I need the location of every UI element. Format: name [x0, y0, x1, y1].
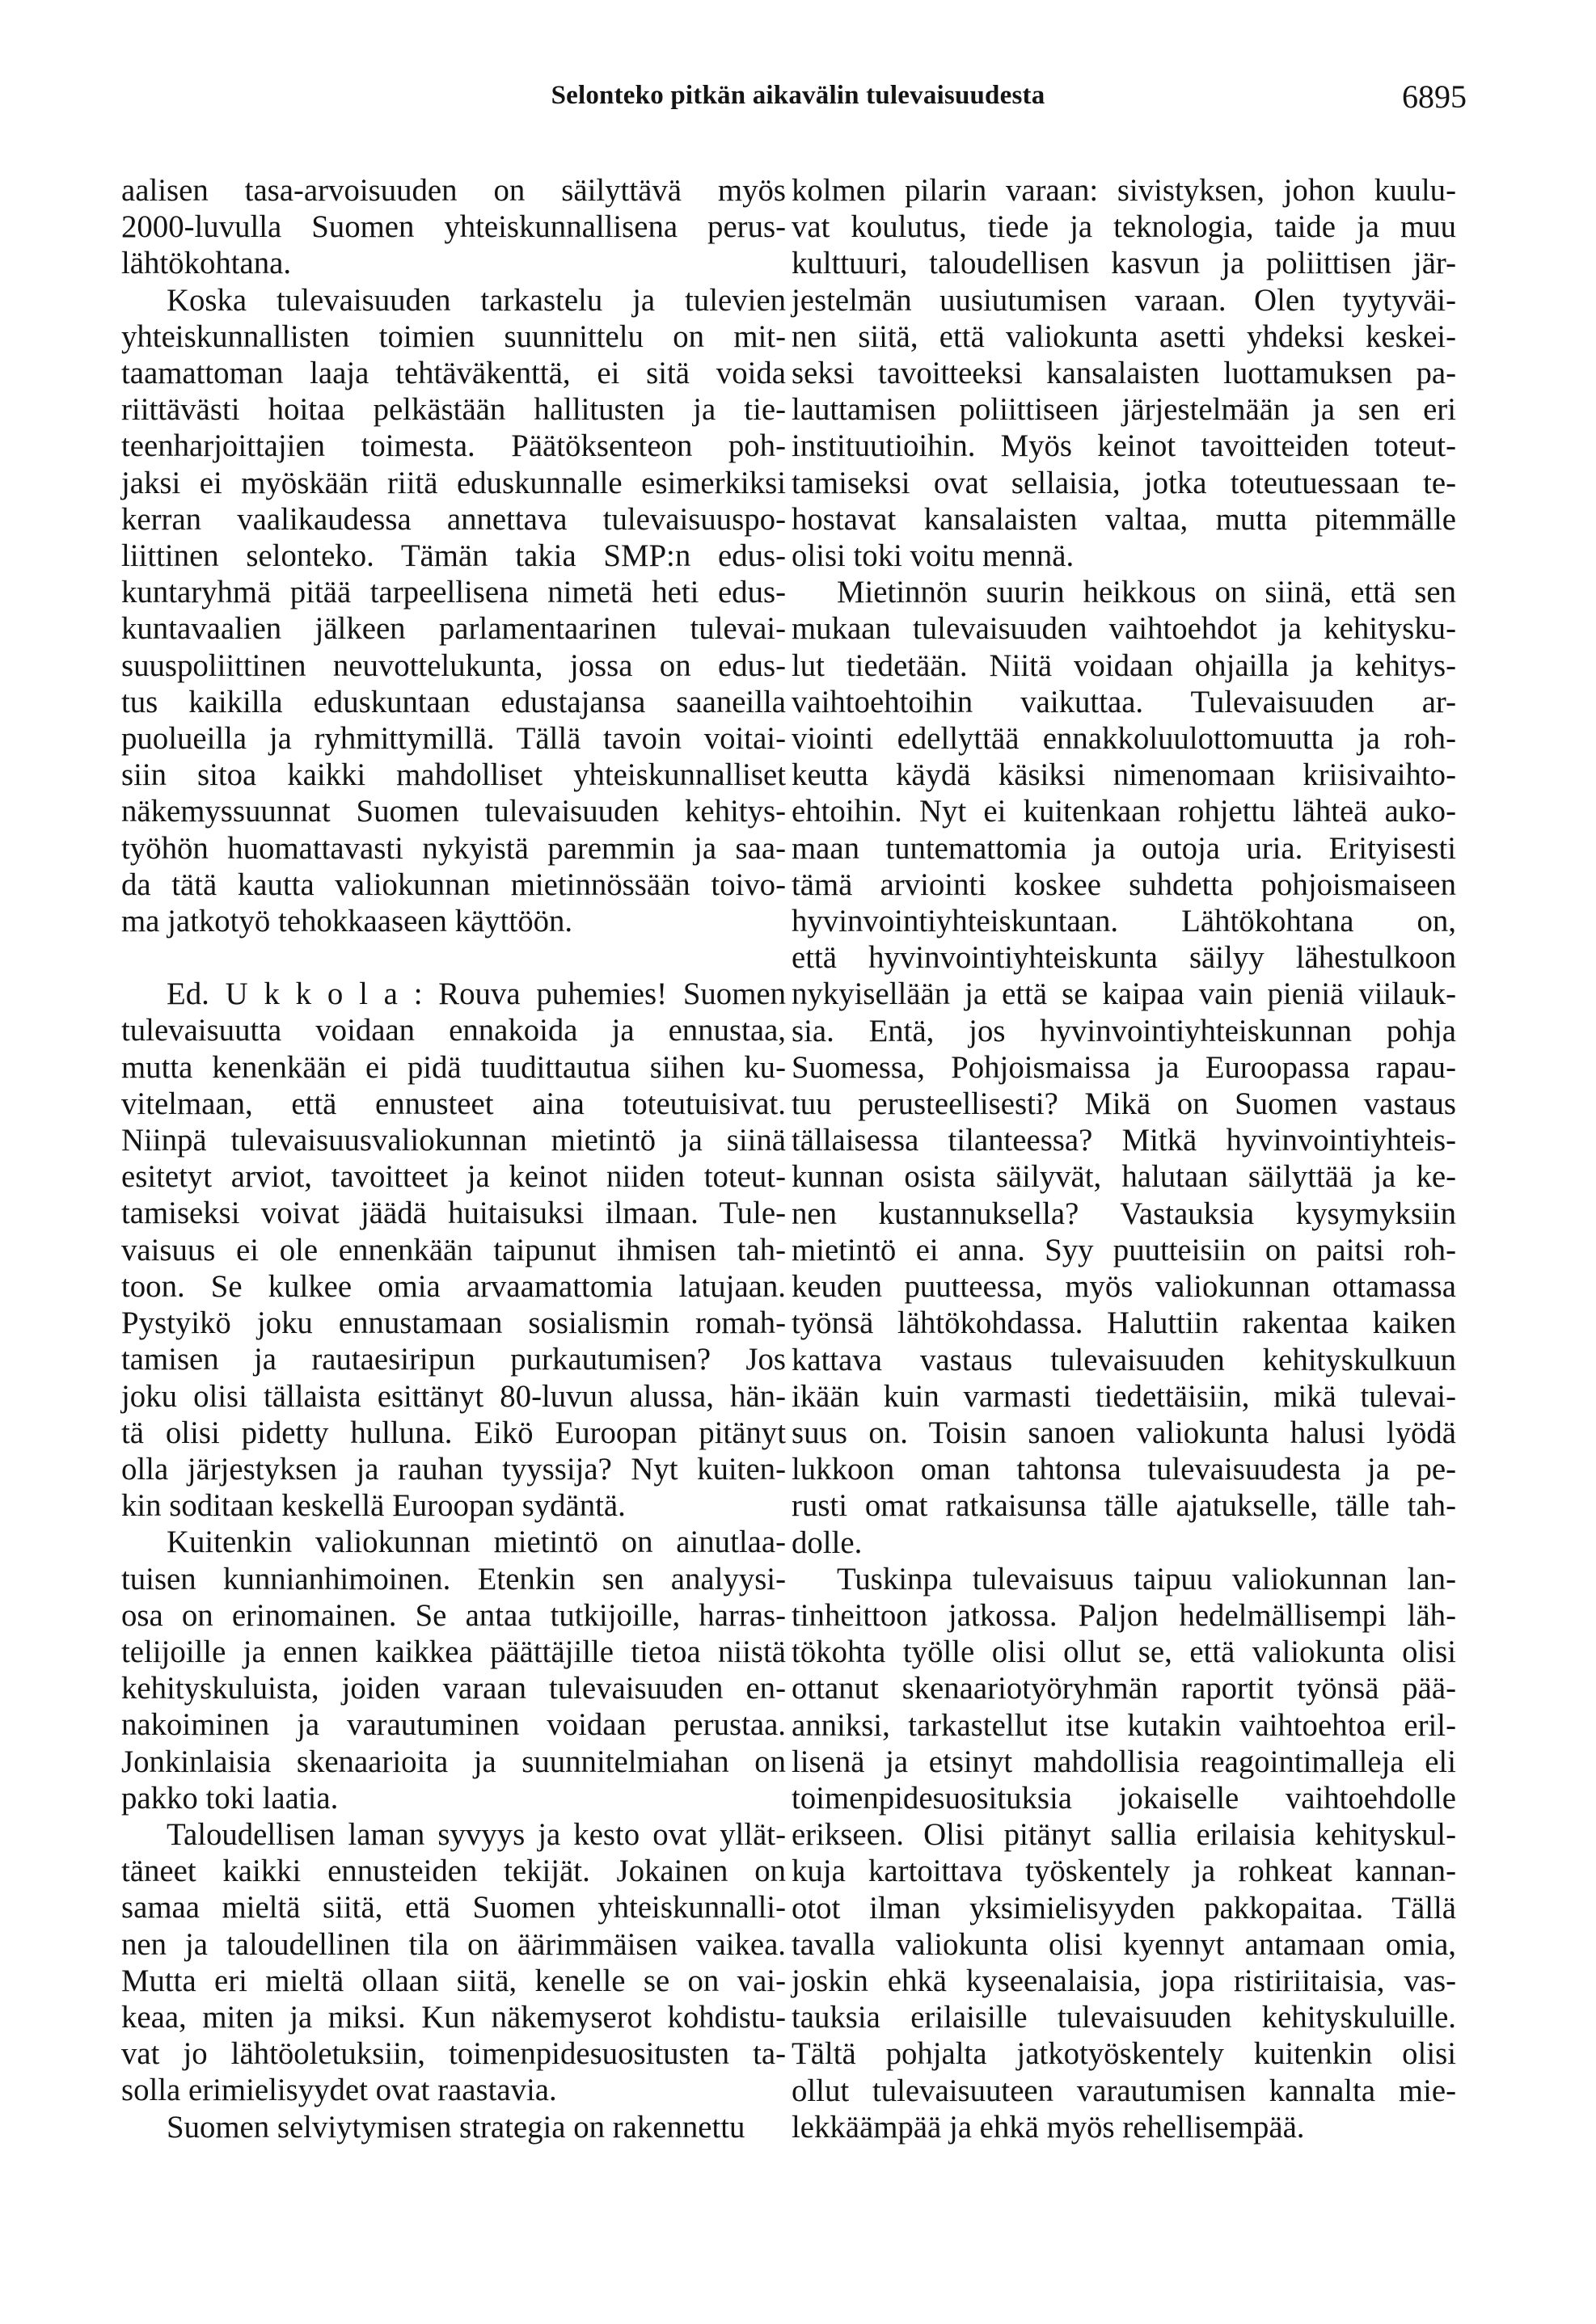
text-line: ollut tulevaisuuteen varautumisen kannalta mie- — [792, 2073, 1456, 2108]
text-line: tamiseksi ovat sellaisia, jotka toteutuessaan te- — [792, 465, 1456, 500]
text-line: maan tuntemattomia ja outoja uria. Erityisesti — [792, 830, 1456, 866]
text-line: tämä arviointi koskee suhdetta pohjoismaiseen — [792, 867, 1456, 902]
text-line: jaksi ei myöskään riitä eduskunnalle esimerkiksi — [121, 465, 786, 500]
text-line: olla järjestyksen ja rauhan tyyssija? Nyt kuiten- — [121, 1451, 786, 1487]
text-line: dolle. — [792, 1525, 863, 1560]
text-line: Kuitenkin valiokunnan mietintö on ainutlaa- — [167, 1525, 786, 1560]
text-line: mukaan tulevaisuuden vaihtoehdot ja kehitysku- — [792, 611, 1456, 647]
text-line: kulttuuri, taloudellisen kasvun ja poliittisen jär- — [792, 246, 1456, 281]
text-line: otot ilman yksimielisyyden pakkopaitaa. Tällä — [792, 1890, 1456, 1925]
text-line: sia. Entä, jos hyvinvointiyhteiskunnan pohja — [792, 1013, 1456, 1048]
paragraph — [121, 1524, 786, 1816]
text-line: instituutioihin. Myös keinot tavoitteiden toteut- — [792, 428, 1456, 464]
text-line: Suomessa, Pohjoismaissa ja Euroopassa rapau- — [792, 1049, 1456, 1085]
text-line: Tuskinpa tulevaisuus taipuu valiokunnan lan- — [837, 1561, 1456, 1596]
text-line: Suomen selviytymisen strategia on rakennettu — [167, 2109, 745, 2145]
text-line: vat jo lähtöoletuksiin, toimenpidesuositusten ta- — [121, 2036, 786, 2072]
text-line: toon. Se kulkee omia arvaamattomia latujaan. — [121, 1268, 786, 1304]
text-line: lut tiedetään. Niitä voidaan ohjailla ja kehitys- — [792, 647, 1456, 683]
text-line: Mutta eri mieltä ollaan siitä, kenelle se on vai- — [121, 1963, 786, 1998]
text-line: kunnan osista säilyvät, halutaan säilyttää ja ke- — [792, 1159, 1456, 1195]
text-line: joskin ehkä kyseenalaisia, jopa ristiriitaisia, vas- — [792, 1963, 1456, 1998]
text-line: erikseen. Olisi pitänyt sallia erilaisia kehityskul- — [792, 1817, 1456, 1853]
text-line: Taloudellisen laman syvyys ja kesto ovat yllät- — [167, 1816, 786, 1852]
text-line: samaa mieltä siitä, että Suomen yhteiskunnalli- — [121, 1890, 786, 1925]
text-line: da tätä kautta valiokunnan mietinnössään toivo- — [121, 867, 786, 902]
text-line: tinheittoon jatkossa. Paljon hedelmällisempi läh- — [792, 1597, 1456, 1633]
text-line: olisi toki voitu mennä. — [792, 538, 1075, 574]
text-line: viointi edellyttää ennakkoluulottomuutta ja roh- — [792, 721, 1456, 757]
text-line: tökohta työlle olisi ollut se, että valiokunta olisi — [792, 1634, 1456, 1670]
left-text-column — [121, 172, 786, 2145]
text-line: tulevaisuutta voidaan ennakoida ja ennustaa, — [121, 1013, 786, 1048]
text-line: Tältä pohjalta jatkotyöskentely kuitenkin olisi — [792, 2036, 1456, 2072]
text-line: työhön huomattavasti nykyistä paremmin ja saa- — [121, 830, 786, 866]
text-line: Mietinnön suurin heikkous on siinä, että sen — [837, 575, 1456, 610]
text-line: tamisen ja rautaesiripun purkautumisen? Jos — [121, 1342, 786, 1377]
right-text-column — [792, 172, 1456, 2145]
text-line: kuntaryhmä pitää tarpeellisena nimetä heti edus- — [121, 575, 786, 610]
text-line: jestelmän uusiutumisen varaan. Olen tyytyväi- — [792, 282, 1456, 318]
text-line: liittinen selonteko. Tämän takia SMP:n edus- — [121, 538, 786, 574]
text-line: toimenpidesuosituksia jokaiselle vaihtoehdolle — [792, 1780, 1456, 1816]
paragraph — [792, 574, 1456, 1560]
text-line: puolueilla ja ryhmittymillä. Tällä tavoin voitai- — [121, 721, 786, 757]
paragraph — [121, 976, 786, 1524]
text-line: vaisuus ei ole ennenkään taipunut ihmisen tah- — [121, 1232, 786, 1267]
text-line: nen ja taloudellinen tila on äärimmäisen vaikea. — [121, 1926, 786, 1962]
text-line: nykyisellään ja että se kaipaa vain pieniä viilauk- — [792, 976, 1456, 1012]
paragraph — [121, 172, 786, 282]
text-line: lukkoon oman tahtonsa tulevaisuudesta ja pe- — [792, 1452, 1456, 1487]
text-line: riittävästi hoitaa pelkästään hallitusten ja tie- — [121, 392, 786, 428]
text-line: lekkäämpää ja ehkä myös rehellisempää. — [792, 2109, 1305, 2145]
text-line: yhteiskunnallisten toimien suunnittelu on mit- — [121, 318, 786, 354]
text-line: joku olisi tällaista esittänyt 80-luvun alussa, hän- — [121, 1378, 786, 1414]
text-line: vat koulutus, tiede ja teknologia, taide ja muu — [792, 209, 1456, 245]
text-line: tä olisi pidetty hulluna. Eikö Euroopan pitänyt — [121, 1415, 786, 1450]
text-line: 2000-luvulla Suomen yhteiskunnallisena perus- — [121, 209, 786, 245]
text-line: hyvinvointiyhteiskuntaan. Lähtökohtana on, — [792, 904, 1456, 939]
text-line: että hyvinvointiyhteiskunta säilyy lähestulkoon — [792, 940, 1456, 976]
text-line: ottanut skenaariotyöryhmän raportit työnsä pää- — [792, 1671, 1456, 1706]
text-line: hostavat kansalaisten valtaa, mutta pitemmälle — [792, 501, 1456, 537]
text-line: Pystyikö joku ennustamaan sosialismin romah- — [121, 1305, 786, 1341]
text-line: osa on erinomainen. Se antaa tutkijoille, harras- — [121, 1597, 786, 1633]
text-line: nen siitä, että valiokunta asetti yhdeksi keskei- — [792, 318, 1456, 354]
paragraph — [121, 282, 786, 940]
text-line: kattava vastaus tulevaisuuden kehityskulkuun — [792, 1342, 1456, 1377]
text-line: kolmen pilarin varaan: sivistyksen, johon kuulu- — [792, 173, 1456, 208]
text-line: keaa, miten ja miksi. Kun näkemyserot kohdistu- — [121, 1999, 786, 2035]
paragraph — [121, 1816, 786, 2109]
text-line: taamattoman laaja tehtäväkenttä, ei sitä voida — [121, 356, 786, 391]
text-line: työnsä lähtökohdassa. Haluttiin rakentaa kaiken — [792, 1305, 1456, 1341]
text-line: näkemyssuunnat Suomen tulevaisuuden kehitys- — [121, 794, 786, 829]
text-line: esitetyt arviot, tavoitteet ja keinot niiden toteut- — [121, 1159, 786, 1195]
text-line: kehityskuluista, joiden varaan tulevaisuuden en- — [121, 1671, 786, 1706]
text-line: täneet kaikki ennusteiden tekijät. Jokainen on — [121, 1854, 786, 1889]
text-line: lauttamisen poliittiseen järjestelmään ja sen eri — [792, 392, 1456, 428]
text-line: tamiseksi voivat jäädä huitaisuksi ilmaan. Tule- — [121, 1196, 786, 1231]
text-line: vaihtoehtoihin vaikuttaa. Tulevaisuuden ar- — [792, 684, 1456, 719]
text-line: keuden puutteessa, myös valiokunnan ottamassa — [792, 1269, 1456, 1305]
text-line: pakko toki laatia. — [121, 1780, 339, 1816]
text-line: nakoiminen ja varautuminen voidaan perustaa. — [121, 1707, 786, 1743]
text-line: tus kaikilla eduskuntaan edustajansa saaneilla — [121, 684, 786, 719]
text-line: tuu perusteellisesti? Mikä on Suomen vastaus — [792, 1086, 1456, 1122]
text-line: teenharjoittajien toimesta. Päätöksenteon poh- — [121, 428, 786, 464]
text-line: Ed. U k k o l a : Rouva puhemies! Suomen — [167, 976, 786, 1012]
text-line: ehtoihin. Nyt ei kuitenkaan rohjettu lähteä auko- — [792, 794, 1456, 829]
text-line: tauksia erilaisille tulevaisuuden kehityskuluille. — [792, 2000, 1456, 2035]
text-line: mietintö ei anna. Syy puutteisiin on paitsi roh- — [792, 1232, 1456, 1267]
text-line: keutta käydä käsiksi nimenomaan kriisivaihto- — [792, 757, 1456, 793]
paragraph — [792, 172, 1456, 574]
text-line: siin sitoa kaikki mahdolliset yhteiskunnalliset — [121, 757, 786, 793]
text-line: tällaisessa tilanteessa? Mitkä hyvinvointiyhteis- — [792, 1123, 1456, 1158]
text-line: rusti omat ratkaisunsa tälle ajatukselle, tälle tah- — [792, 1488, 1456, 1524]
text-line: kuja kartoittava työskentely ja rohkeat kannan- — [792, 1854, 1456, 1889]
text-line: mutta kenenkään ei pidä tuudittautua siihen ku- — [121, 1049, 786, 1085]
text-line: Niinpä tulevaisuusvaliokunnan mietintö ja siinä — [121, 1123, 786, 1158]
text-line: suus on. Toisin sanoen valiokunta halusi lyödä — [792, 1415, 1456, 1450]
text-line: nen kustannuksella? Vastauksia kysymyksiin — [792, 1196, 1456, 1231]
paragraph — [121, 2109, 786, 2145]
text-line: Jonkinlaisia skenaarioita ja suunnitelmiahan on — [121, 1744, 786, 1779]
text-line: kin soditaan keskellä Euroopan sydäntä. — [121, 1488, 626, 1524]
text-line: seksi tavoitteeksi kansalaisten luottamuksen pa- — [792, 356, 1456, 391]
text-line: tavalla valiokunta olisi kyennyt antamaan omia, — [792, 1926, 1456, 1962]
page-number: 6895 — [1402, 78, 1467, 115]
text-line: lisenä ja etsinyt mahdollisia reagointimalleja eli — [792, 1744, 1456, 1779]
text-line: kuntavaalien jälkeen parlamentaarinen tulevai- — [121, 611, 786, 647]
text-line: ma jatkotyö tehokkaaseen käyttöön. — [121, 904, 573, 939]
text-line: lähtökohtana. — [121, 246, 292, 281]
text-line: suuspoliittinen neuvottelukunta, jossa on edus- — [121, 647, 786, 683]
text-line: anniksi, tarkastellut itse kutakin vaihtoehtoa eril- — [792, 1707, 1456, 1743]
paragraph — [792, 1561, 1456, 2145]
paragraph-gap — [121, 939, 786, 976]
text-line: tuisen kunnianhimoinen. Etenkin sen analyysi- — [121, 1561, 786, 1596]
text-line: solla erimielisyydet ovat raastavia. — [121, 2073, 557, 2108]
text-line: vitelmaan, että ennusteet aina toteutuisivat. — [121, 1086, 786, 1121]
text-line: kerran vaalikaudessa annettava tulevaisuuspo- — [121, 501, 786, 537]
text-line: ikään kuin varmasti tiedettäisiin, mikä tulevai- — [792, 1378, 1456, 1414]
text-line: Koska tulevaisuuden tarkastelu ja tulevien — [167, 282, 786, 318]
text-line: aalisen tasa-arvoisuuden on säilyttävä myös — [121, 173, 786, 208]
running-header-title: Selonteko pitkän aikavälin tulevaisuudesta — [551, 81, 1045, 110]
text-line: telijoille ja ennen kaikkea päättäjille tietoa niistä — [121, 1634, 786, 1669]
